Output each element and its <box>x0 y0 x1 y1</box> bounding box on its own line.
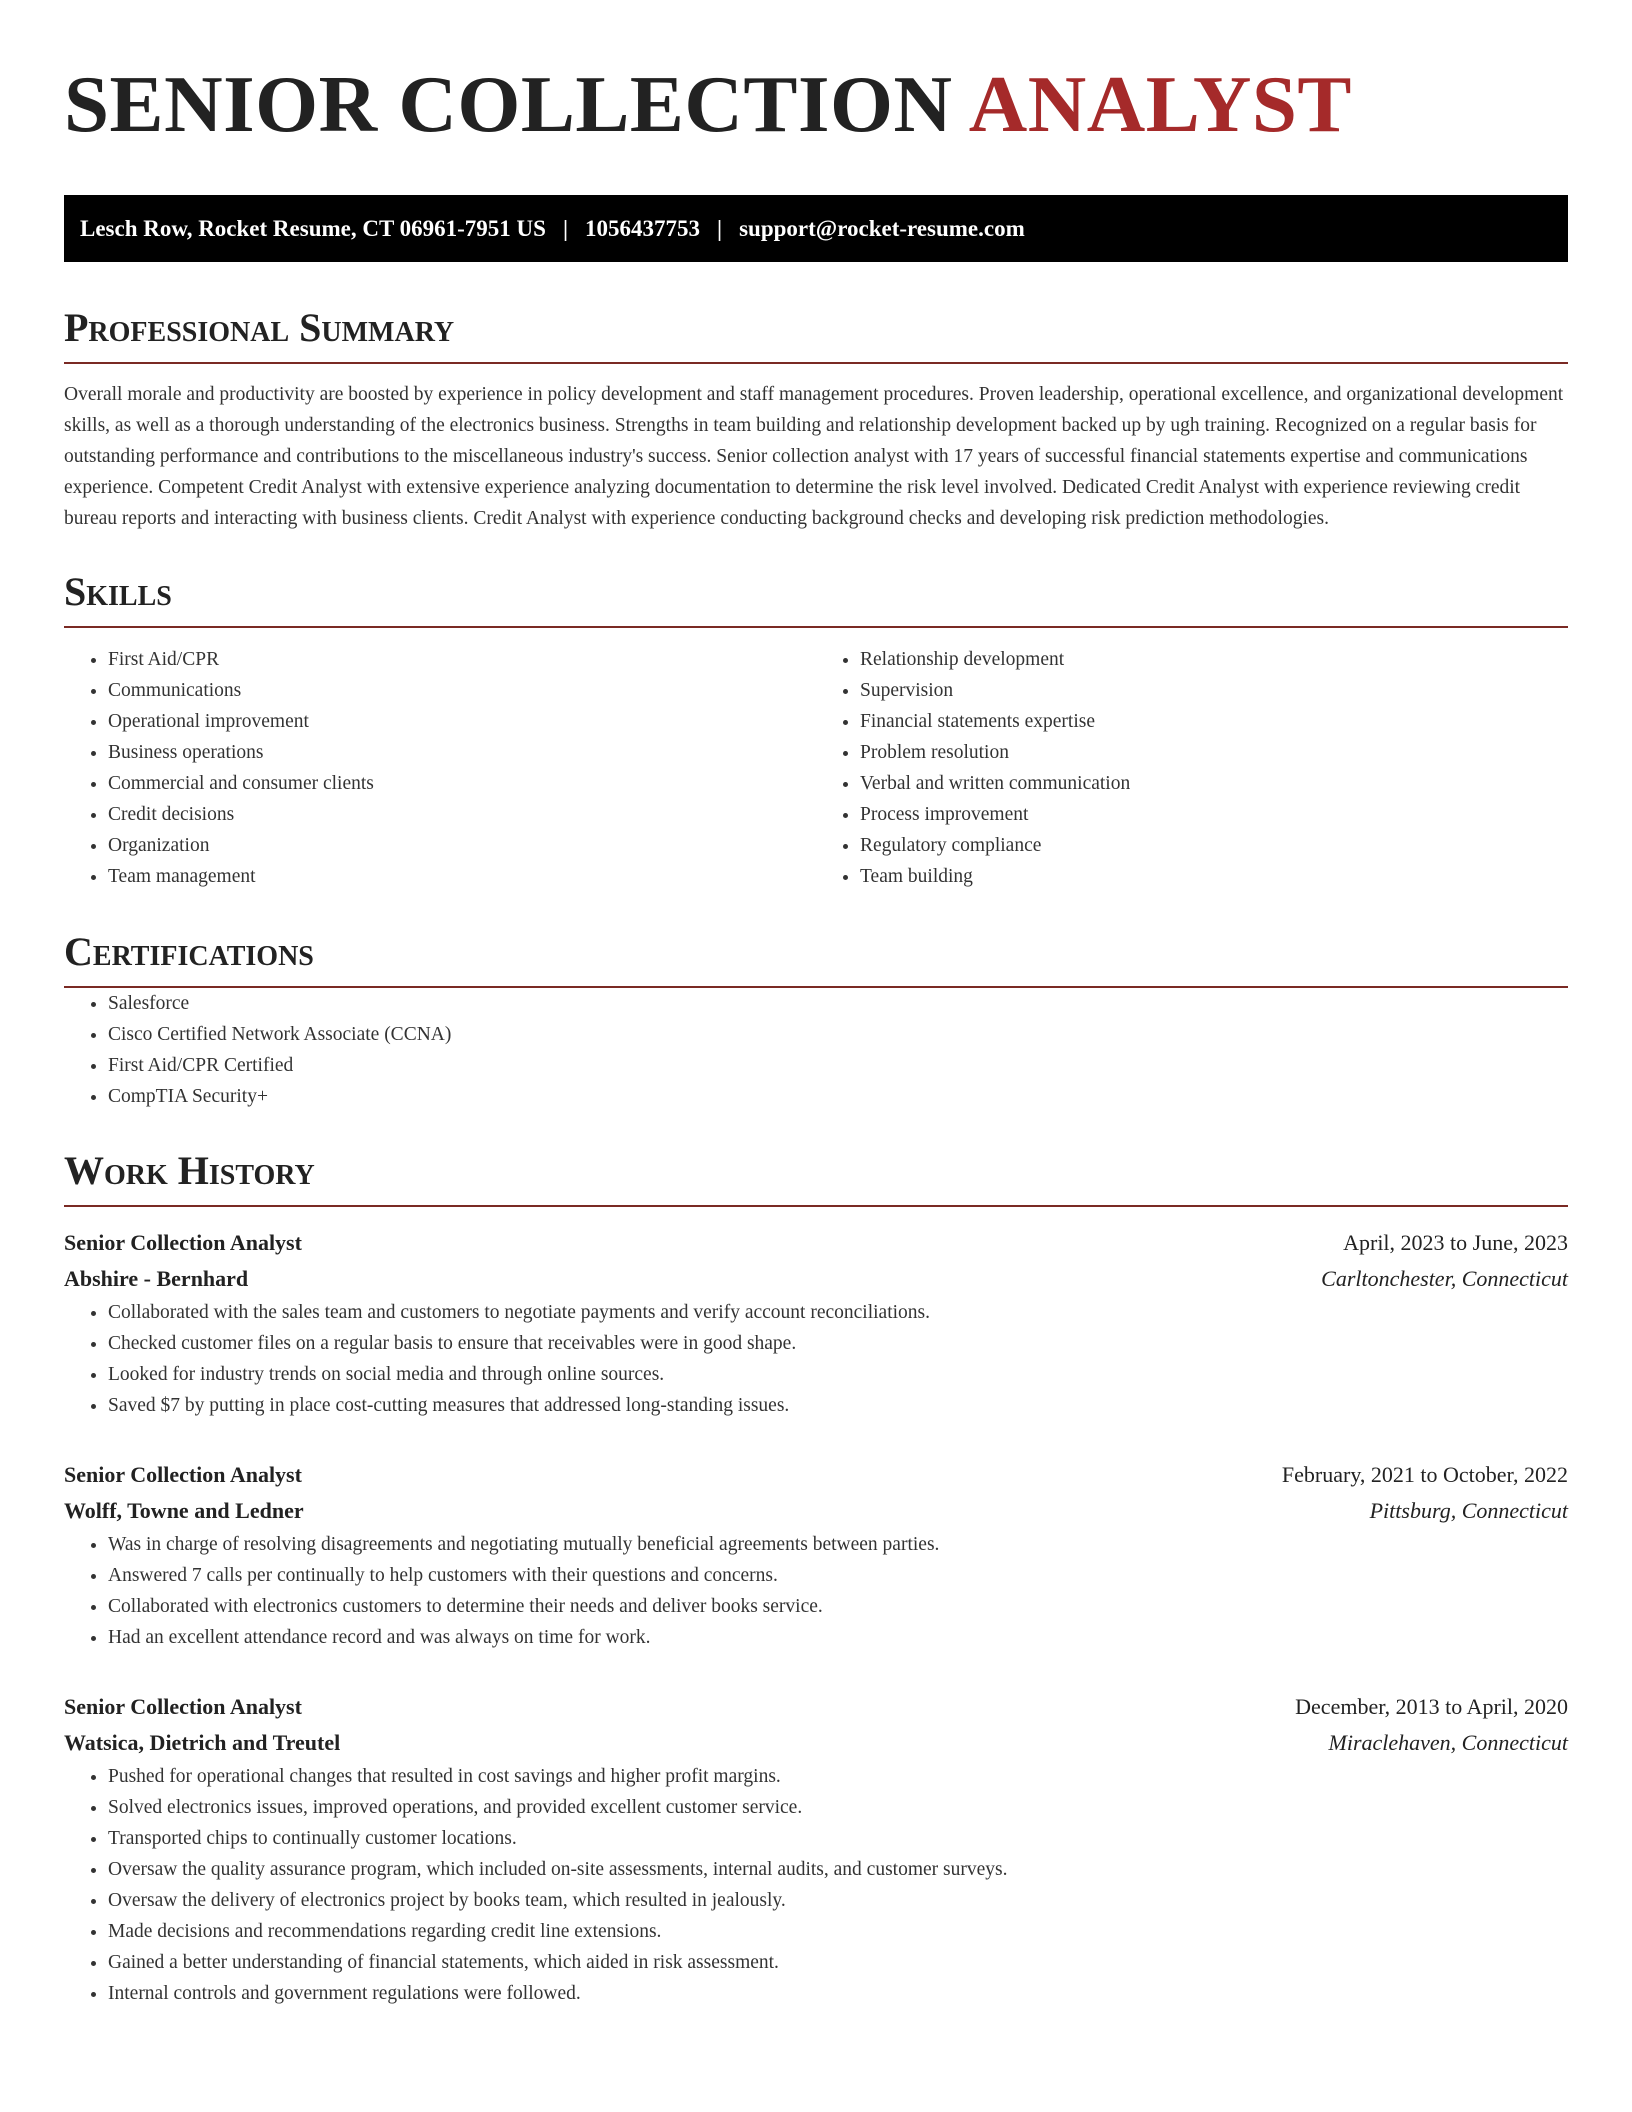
skill-item: • Regulatory compliance <box>860 830 1568 861</box>
job-company: Watsica, Dietrich and Treutel <box>64 1730 341 1755</box>
job-duty: • Pushed for operational changes that resulted in cost savings and higher profit margins. <box>108 1761 1568 1792</box>
job-subheader-row <box>64 1493 1568 1529</box>
job-duty: • Checked customer files on a regular basis to ensure that receivables were in good shape. <box>108 1328 1568 1359</box>
job-location: Pittsburg, Connecticut <box>1369 1498 1568 1523</box>
skill-item: • Verbal and written communication <box>860 768 1568 799</box>
job-duty: • Transported chips to continually customer locations. <box>108 1823 1568 1854</box>
summary-text: Overall morale and productivity are boosted by experience in policy development and staff management procedures. Proven leadership, operational excellence, and organizational development skills, as well as a thorough understanding of the electronics business. Strengths in team building and relationship development backed up by ugh training. Recognized on a regular basis for outstanding performance and contributions to the miscellaneous industry's success. Senior collection analyst with 17 years of successful financial statements expertise and communications experience. Competent Credit Analyst with extensive experience analyzing documentation to determine the risk level involved. Dedicated Credit Analyst with experience reviewing credit bureau reports and interacting with business clients. Credit Analyst with experience conducting background checks and developing risk prediction methodologies. <box>64 384 1564 529</box>
skill-item: • Business operations <box>108 737 816 768</box>
job-subheader-row <box>64 1261 1568 1297</box>
job-title: Senior Collection Analyst <box>64 1694 302 1719</box>
job-duty: • Saved $7 by putting in place cost-cutting measures that addressed long-standing issues. <box>108 1390 1568 1421</box>
skills-grid <box>64 644 1568 892</box>
job-duties-list <box>64 1297 1568 1421</box>
contact-bar <box>64 195 1568 262</box>
job-dates: December, 2013 to April, 2020 <box>1295 1694 1568 1719</box>
job-dates: April, 2023 to June, 2023 <box>1343 1230 1568 1255</box>
job-dates: February, 2021 to October, 2022 <box>1281 1462 1568 1487</box>
summary-heading: Professional Summary <box>64 306 1568 364</box>
skill-item: • Commercial and consumer clients <box>108 768 816 799</box>
skill-item: • Supervision <box>860 675 1568 706</box>
skills-heading: Skills <box>64 570 1568 628</box>
skill-item: • First Aid/CPR <box>108 644 816 675</box>
skill-item: • Process improvement <box>860 799 1568 830</box>
job-company: Wolff, Towne and Ledner <box>64 1498 304 1523</box>
job-title: Senior Collection Analyst <box>64 1230 302 1255</box>
certifications-section <box>64 930 1568 1112</box>
job-location: Miraclehaven, Connecticut <box>1328 1730 1568 1755</box>
skills-column-right <box>816 644 1568 892</box>
job-duty: • Collaborated with the sales team and customers to negotiate payments and verify account reconciliations. <box>108 1297 1568 1328</box>
job-header-row <box>64 1689 1568 1725</box>
job-duty: • Gained a better understanding of financial statements, which aided in risk assessment. <box>108 1947 1568 1978</box>
job-duty: • Had an excellent attendance record and was always on time for work. <box>108 1622 1568 1653</box>
job-duty: • Answered 7 calls per continually to help customers with their questions and concerns. <box>108 1560 1568 1591</box>
job-entry <box>64 1225 1568 1421</box>
contact-address: Lesch Row, Rocket Resume, CT 06961-7951 US <box>80 215 546 241</box>
resume-name-heading <box>64 56 1568 152</box>
job-duties-list <box>64 1761 1568 2009</box>
job-duty: • Collaborated with electronics customers to determine their needs and deliver books service. <box>108 1591 1568 1622</box>
job-header-row <box>64 1457 1568 1493</box>
contact-separator: | <box>717 215 723 241</box>
skill-item: • Team management <box>108 861 816 892</box>
job-subheader-row <box>64 1725 1568 1761</box>
job-header-row <box>64 1225 1568 1261</box>
job-entry <box>64 1457 1568 1653</box>
skill-item: • Communications <box>108 675 816 706</box>
certification-item: • First Aid/CPR Certified <box>108 1050 1568 1081</box>
certification-item: • Cisco Certified Network Associate (CCNA) <box>108 1019 1568 1050</box>
work-history-heading: Work History <box>64 1149 1568 1207</box>
certifications-list <box>64 988 1568 1112</box>
skill-item: • Financial statements expertise <box>860 706 1568 737</box>
job-location: Carltonchester, Connecticut <box>1321 1266 1568 1291</box>
skill-item: • Problem resolution <box>860 737 1568 768</box>
name-last-part: ANALYST <box>968 59 1352 149</box>
skills-column-left <box>64 644 816 892</box>
job-duty: • Oversaw the quality assurance program, which included on-site assessments, internal audits, and customer surveys. <box>108 1854 1568 1885</box>
job-title: Senior Collection Analyst <box>64 1462 302 1487</box>
contact-phone: 1056437753 <box>585 215 701 241</box>
name-first-part: SENIOR COLLECTION <box>64 59 953 149</box>
certifications-heading: Certifications <box>64 930 1568 988</box>
summary-section <box>64 306 1568 534</box>
skill-item: • Organization <box>108 830 816 861</box>
contact-separator: | <box>562 215 569 241</box>
skill-item: • Operational improvement <box>108 706 816 737</box>
job-duty: • Was in charge of resolving disagreements and negotiating mutually beneficial agreements between parties. <box>108 1529 1568 1560</box>
job-duty: • Looked for industry trends on social media and through online sources. <box>108 1359 1568 1390</box>
skill-item: • Credit decisions <box>108 799 816 830</box>
job-duty: • Made decisions and recommendations regarding credit line extensions. <box>108 1916 1568 1947</box>
job-company: Abshire - Bernhard <box>64 1266 249 1291</box>
job-duty: • Internal controls and government regulations were followed. <box>108 1978 1568 2009</box>
contact-email: support@rocket-resume.com <box>739 215 1025 241</box>
certification-item: • Salesforce <box>108 988 1568 1019</box>
job-duty: • Oversaw the delivery of electronics project by books team, which resulted in jealously. <box>108 1885 1568 1916</box>
certification-item: • CompTIA Security+ <box>108 1081 1568 1112</box>
skills-section <box>64 570 1568 892</box>
job-duties-list <box>64 1529 1568 1653</box>
job-entry <box>64 1689 1568 2009</box>
skill-item: • Relationship development <box>860 644 1568 675</box>
skill-item: • Team building <box>860 861 1568 892</box>
job-duty: • Solved electronics issues, improved operations, and provided excellent customer service. <box>108 1792 1568 1823</box>
work-history-section <box>64 1149 1568 2009</box>
